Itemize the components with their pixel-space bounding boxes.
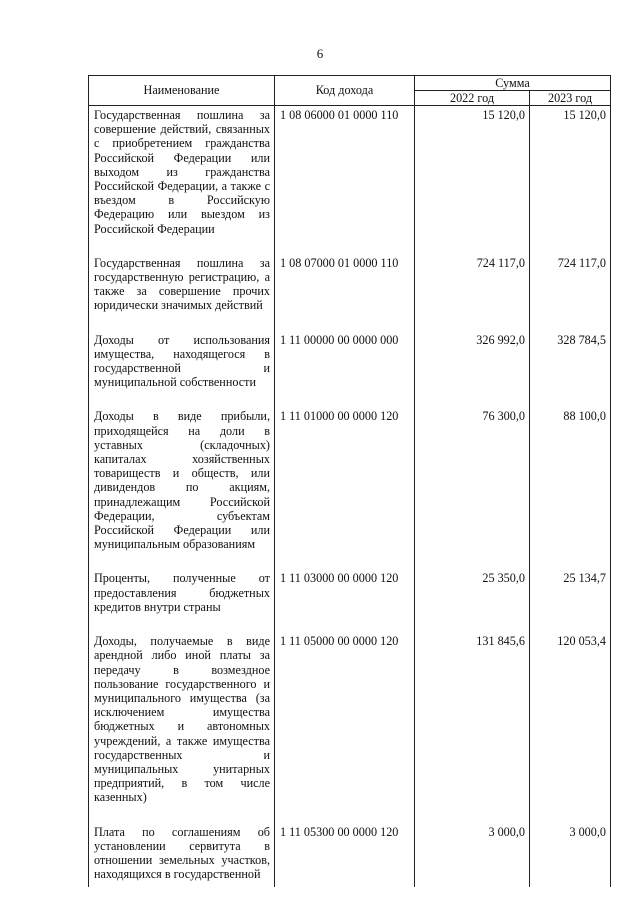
header-year-2022: 2022 год	[415, 91, 530, 106]
table-row	[89, 254, 611, 331]
row-amount-2023: 328 784,5	[530, 331, 611, 408]
table-row	[89, 823, 611, 888]
row-amount-2023: 120 053,4	[530, 632, 611, 822]
row-code: 1 08 07000 01 0000 110	[275, 254, 415, 331]
row-name: Проценты, полученные от предоставления бюджетных кредитов внутри страны	[89, 569, 275, 632]
row-name: Доходы от использования имущества, находящегося в государственной и муниципальной собственности	[89, 331, 275, 408]
row-code: 1 11 05000 00 0000 120	[275, 632, 415, 822]
row-name: Плата по соглашениям об установлении сервитута в отношении земельных участков, находящихся в государственной	[89, 823, 275, 888]
header-sum: Сумма	[415, 76, 611, 91]
row-amount-2023: 3 000,0	[530, 823, 611, 888]
row-amount-2022: 25 350,0	[415, 569, 530, 632]
row-code: 1 11 01000 00 0000 120	[275, 407, 415, 569]
table-row	[89, 106, 611, 254]
row-amount-2023: 88 100,0	[530, 407, 611, 569]
row-amount-2022: 15 120,0	[415, 106, 530, 254]
row-amount-2022: 76 300,0	[415, 407, 530, 569]
row-amount-2023: 25 134,7	[530, 569, 611, 632]
table-row	[89, 331, 611, 408]
row-code: 1 08 06000 01 0000 110	[275, 106, 415, 254]
row-amount-2022: 3 000,0	[415, 823, 530, 888]
header-code: Код дохода	[275, 76, 415, 106]
row-code: 1 11 05300 00 0000 120	[275, 823, 415, 888]
row-name: Государственная пошлина за совершение действий, связанных с приобретением гражданства Российской Федерации или выходом из гражданства Российской Федерации, а также с въездом в Российскую Федерацию или выездом из Российской Федерации	[89, 106, 275, 254]
page-number: 6	[316, 46, 324, 61]
row-amount-2022: 131 845,6	[415, 632, 530, 822]
row-code: 1 11 00000 00 0000 000	[275, 331, 415, 408]
row-amount-2023: 724 117,0	[530, 254, 611, 331]
table-row	[89, 407, 611, 569]
row-code: 1 11 03000 00 0000 120	[275, 569, 415, 632]
header-name: Наименование	[89, 76, 275, 106]
row-amount-2022: 326 992,0	[415, 331, 530, 408]
revenue-table	[88, 75, 611, 887]
table-row	[89, 632, 611, 822]
row-amount-2022: 724 117,0	[415, 254, 530, 331]
row-name: Доходы в виде прибыли, приходящейся на доли в уставных (складочных) капиталах хозяйственных товариществ и обществ, или дивидендов по акциям, принадлежащим Российской Федерации, субъектам Российской Федерации или муниципальным образованиям	[89, 407, 275, 569]
table-row	[89, 569, 611, 632]
row-name: Доходы, получаемые в виде арендной либо иной платы за передачу в возмездное пользование государственного и муниципального имущества (за исключением имущества бюджетных и автономных учреждений, а также имущества государственных и муниципальных унитарных предприятий, в том числе казенных)	[89, 632, 275, 822]
header-year-2023: 2023 год	[530, 91, 611, 106]
row-name: Государственная пошлина за государственную регистрацию, а также за совершение прочих юридически значимых действий	[89, 254, 275, 331]
row-amount-2023: 15 120,0	[530, 106, 611, 254]
